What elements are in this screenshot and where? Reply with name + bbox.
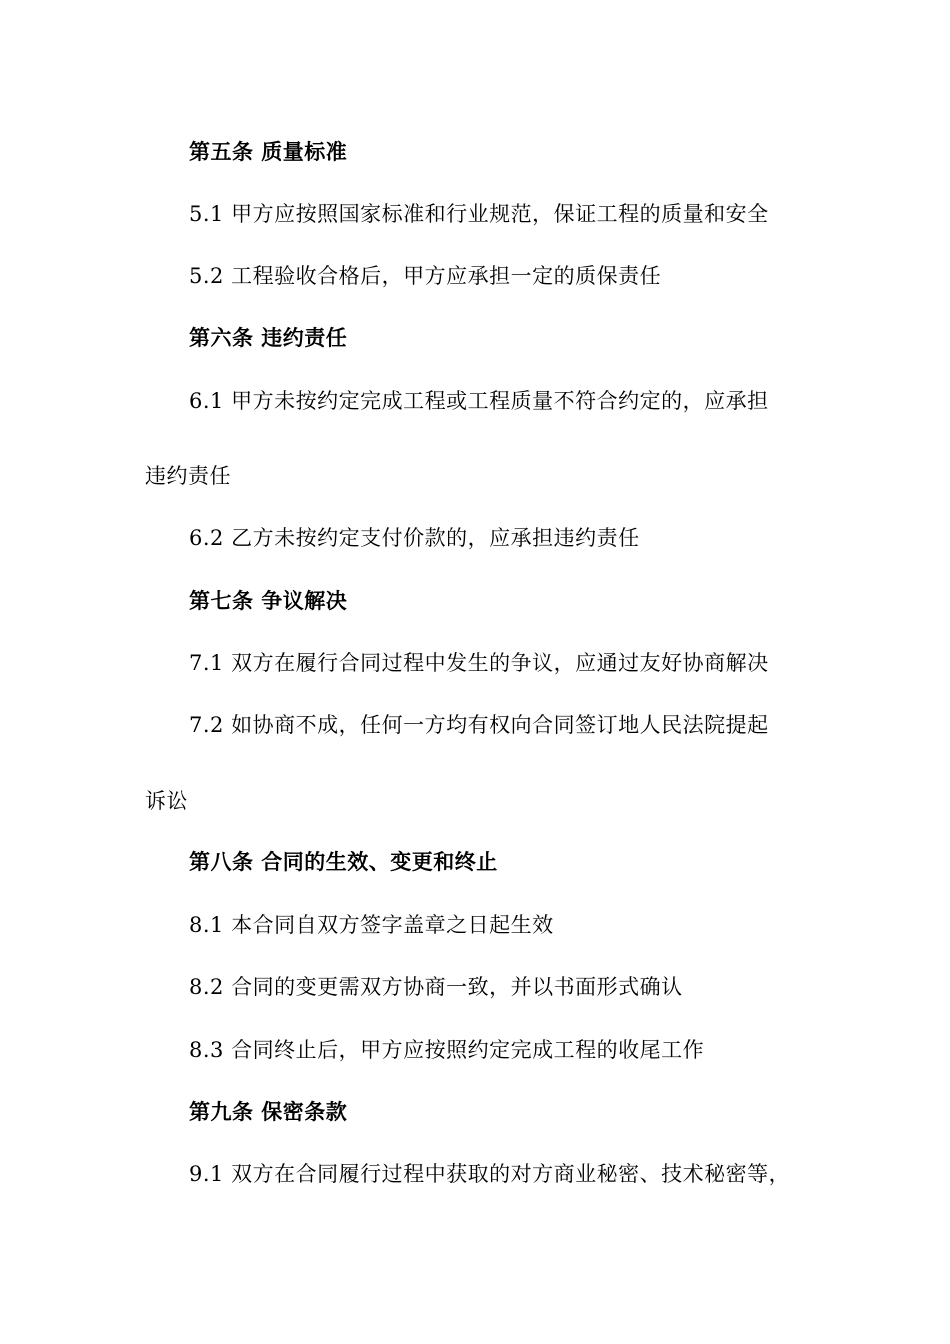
section-heading-8: 第八条 合同的生效、变更和终止	[189, 849, 498, 874]
clause-5-1: 5.1 甲方应按照国家标准和行业规范，保证工程的质量和安全	[189, 202, 769, 226]
clause-5-2: 5.2 工程验收合格后，甲方应承担一定的质保责任	[189, 264, 662, 288]
section-heading-9: 第九条 保密条款	[189, 1099, 348, 1124]
clause-8-1: 8.1 本合同自双方签字盖章之日起生效	[189, 913, 554, 937]
clause-7-2: 7.2 如协商不成，任何一方均有权向合同签订地人民法院提起	[189, 713, 769, 737]
clause-6-1-continued: 违约责任	[145, 464, 231, 488]
clause-6-2: 6.2 乙方未按约定支付价款的，应承担违约责任	[189, 526, 640, 550]
clause-9-1: 9.1 双方在合同履行过程中获取的对方商业秘密、技术秘密等，	[189, 1162, 791, 1186]
section-heading-6: 第六条 违约责任	[189, 325, 348, 350]
clause-7-1: 7.1 双方在履行合同过程中发生的争议，应通过友好协商解决	[189, 651, 769, 675]
clause-7-2-continued: 诉讼	[145, 789, 188, 813]
clause-8-2: 8.2 合同的变更需双方协商一致，并以书面形式确认	[189, 975, 683, 999]
section-heading-5: 第五条 质量标准	[189, 139, 348, 164]
clause-8-3: 8.3 合同终止后，甲方应按照约定完成工程的收尾工作	[189, 1038, 705, 1062]
section-heading-7: 第七条 争议解决	[189, 588, 348, 613]
clause-6-1: 6.1 甲方未按约定完成工程或工程质量不符合约定的，应承担	[189, 389, 769, 413]
